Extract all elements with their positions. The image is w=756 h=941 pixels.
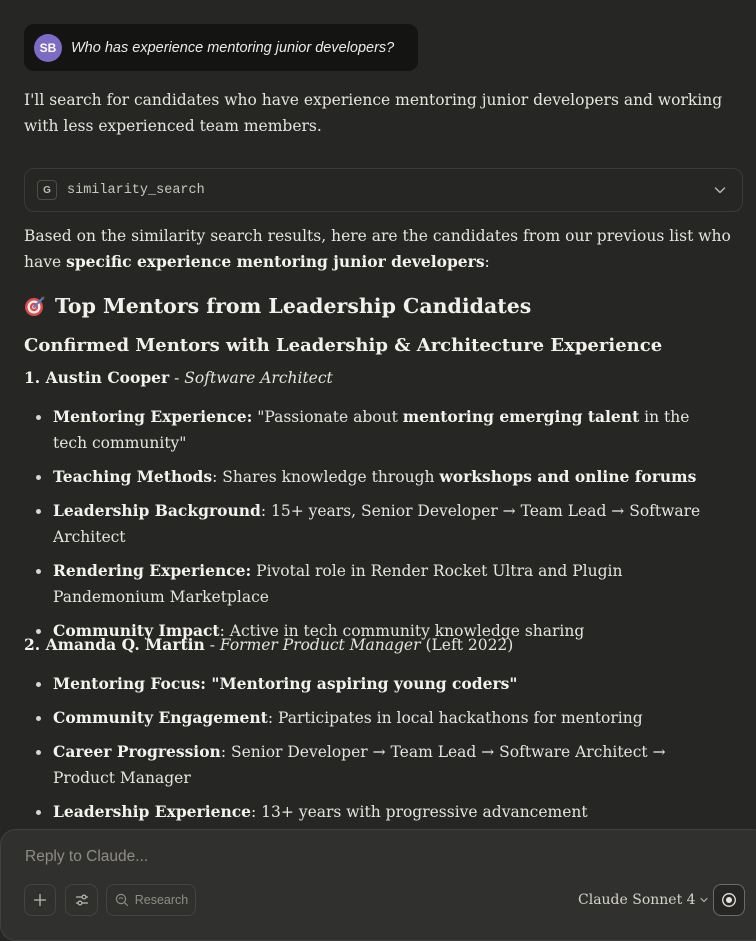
heading-main: [24, 294, 531, 318]
bullet-text: : 13+ years with progressive advancement: [251, 803, 588, 821]
candidate-role: Former Product Manager: [219, 636, 421, 654]
candidate-heading: [24, 633, 513, 657]
user-message-text: Who has experience mentoring junior developers?: [71, 39, 395, 56]
assistant-intro-text: I'll search for candidates who have experience mentoring junior developers and working with less experienced team members.: [24, 91, 723, 135]
user-message-bubble: [24, 24, 418, 71]
summary-suffix: :: [484, 253, 490, 271]
bullet-text: Pivotal role in Render Rocket Ultra and Plugin Pandemonium Marketplace: [53, 562, 623, 606]
settings-button[interactable]: [65, 884, 98, 916]
bullet-text: : Shares knowledge through: [212, 468, 440, 486]
bullet-label: Community Engagement: [53, 708, 268, 727]
list-item: [24, 404, 724, 456]
record-icon: [721, 892, 737, 908]
bullet-label: Career Progression: [53, 742, 221, 761]
list-item: [24, 671, 724, 697]
bullet-label: Leadership Experience: [53, 802, 252, 821]
bullet-text-end: in the tech community": [53, 408, 690, 452]
bullet-text: : Participates in local hackathons for mentoring: [267, 709, 643, 727]
bullet-label: Teaching Methods: [53, 467, 213, 486]
tool-call-similarity-search[interactable]: [24, 168, 743, 212]
candidate-1-details: [24, 404, 724, 644]
model-selector[interactable]: [578, 892, 709, 908]
sliders-icon: [74, 892, 90, 908]
bullet-label: Rendering Experience:: [53, 561, 252, 580]
bullet-bold: mentoring emerging talent: [402, 407, 640, 426]
avatar: SB: [34, 34, 62, 62]
candidate-heading: [24, 366, 333, 390]
list-item: [24, 464, 724, 490]
tool-call-label: similarity_search: [67, 182, 205, 198]
heading-sub: Confirmed Mentors with Leadership & Architecture Experience: [24, 335, 663, 356]
bullet-label: Mentoring Experience:: [53, 407, 253, 426]
candidate-note: (Left 2022): [420, 636, 514, 654]
list-item: [24, 705, 724, 731]
reply-input[interactable]: [25, 848, 525, 866]
bullet-text: "Passionate about: [252, 408, 403, 426]
bullet-text: : Active in tech community knowledge sharing: [219, 622, 585, 640]
candidate-name: 2. Amanda Q. Martin: [24, 635, 205, 654]
model-name: Claude Sonnet 4: [578, 892, 696, 908]
list-item: [24, 799, 724, 825]
reply-composer: [0, 829, 756, 941]
bullet-text: : Senior Developer → Team Lead → Software Architect → Product Manager: [53, 743, 666, 787]
heading-main-text: Top Mentors from Leadership Candidates: [55, 294, 532, 318]
list-item: [24, 558, 724, 610]
candidate-2-details: [24, 671, 724, 825]
plus-icon: [32, 892, 48, 908]
bullet-bold: workshops and online forums: [439, 467, 697, 486]
research-icon: [114, 892, 130, 908]
research-button[interactable]: [106, 884, 196, 916]
bullet-label: Mentoring Focus: "Mentoring aspiring young coders": [53, 674, 518, 693]
candidate-separator: -: [204, 636, 220, 654]
summary-bold: specific experience mentoring junior developers: [66, 252, 485, 271]
chevron-down-icon[interactable]: [712, 182, 728, 198]
summary-text: [24, 223, 734, 275]
candidate-role: Software Architect: [184, 369, 333, 387]
list-item: [24, 739, 724, 791]
target-icon: [24, 295, 46, 317]
summary-lead: Based on the similarity search results, here are the candidates from our previous list who have: [24, 227, 731, 271]
bullet-text: : 15+ years, Senior Developer → Team Lead → Software Architect: [53, 502, 701, 546]
tool-badge-icon: G: [37, 180, 57, 200]
research-label: Research: [134, 893, 189, 907]
bullet-label: Community Impact: [53, 621, 220, 640]
record-button[interactable]: [713, 884, 745, 916]
bullet-label: Leadership Background: [53, 501, 261, 520]
add-button[interactable]: [24, 884, 56, 916]
chevron-down-icon: [699, 895, 709, 905]
list-item: [24, 498, 724, 550]
candidate-name: 1. Austin Cooper: [24, 368, 170, 387]
candidate-separator: -: [169, 369, 185, 387]
